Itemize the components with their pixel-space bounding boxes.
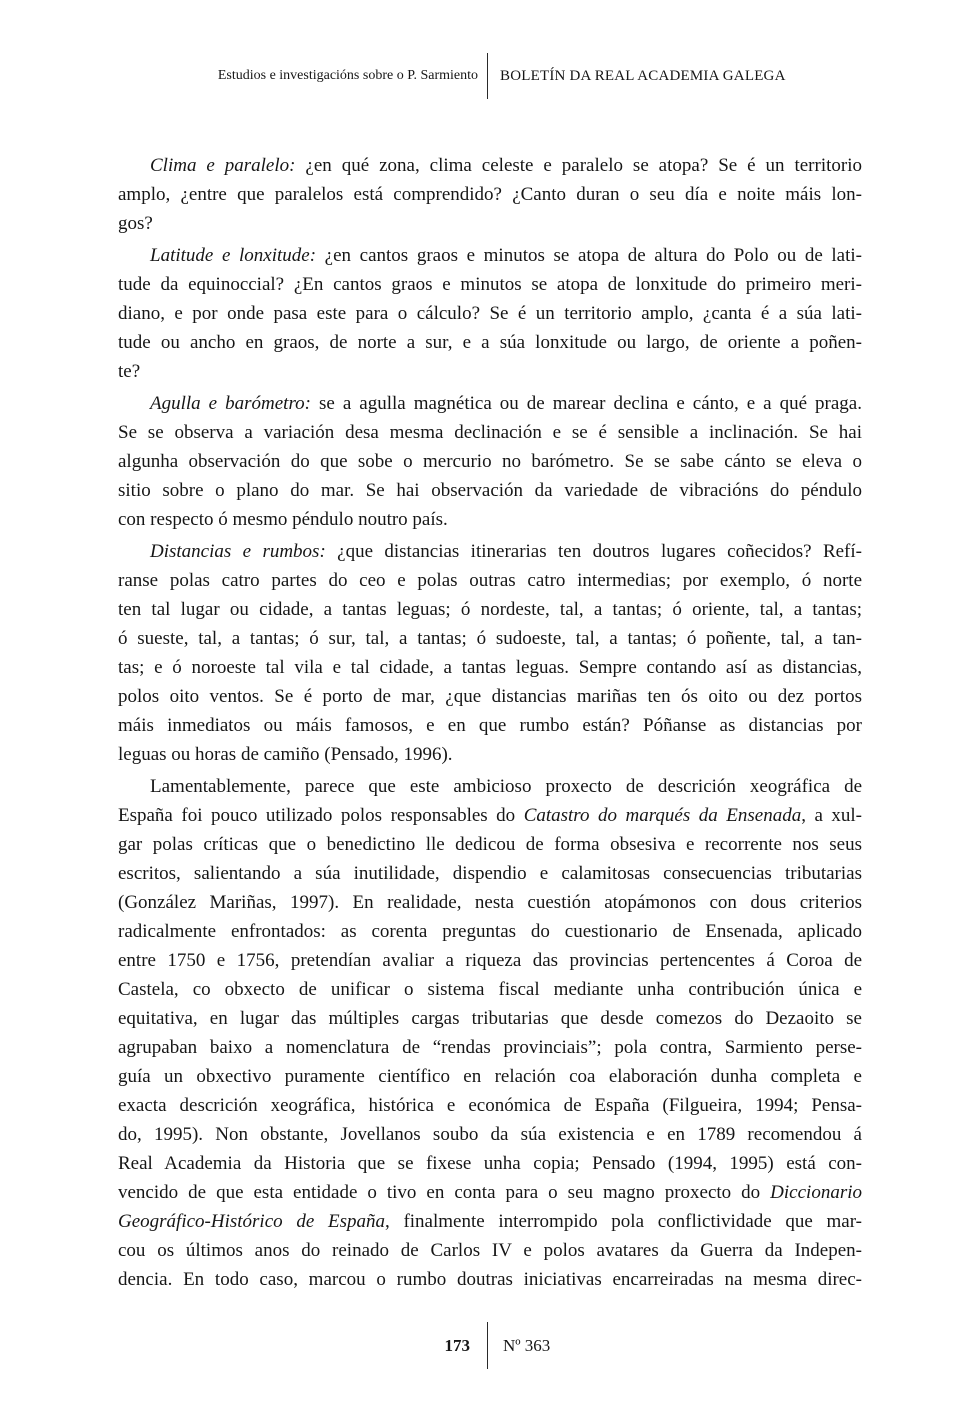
text-line: tude da equinoccial? ¿En cantos graos e minutos se atopa de lonxitude do primeiro meri- <box>118 274 862 295</box>
text-line: España foi pouco utilizado polos responsables do Catastro do marqués da Ensenada, a xul- <box>118 805 863 826</box>
text-line: ó sueste, tal, a tantas; ó sur, tal, a tantas; ó sudoeste, tal, a tantas; ó poñente, tal, a tan- <box>118 628 862 649</box>
text-line: escritos, salientando a súa inutilidade, dispendio e calamitosas consecuencias tributarias <box>118 863 862 884</box>
header-divider <box>487 53 488 99</box>
text-line: guía un obxectivo puramente científico en relación coa elaboración dunha completa e <box>118 1066 862 1087</box>
header-right-title: BOLETÍN DA REAL ACADEMIA GALEGA <box>500 67 786 84</box>
paragraph <box>118 537 862 769</box>
paragraph <box>118 772 862 1294</box>
footer-issue-number: Nº 363 <box>503 1335 551 1355</box>
text-line: Latitude e lonxitude: ¿en cantos graos e minutos se atopa de altura do Polo ou de lati- <box>150 245 862 266</box>
text-line: Agulla e barómetro: se a agulla magnética ou de marear declina e cánto, e a qué praga. <box>150 393 862 414</box>
text-line: te? <box>118 361 141 382</box>
text-line: Distancias e rumbos: ¿que distancias itinerarias ten doutros lugares coñecidos? Refí- <box>150 541 862 562</box>
text-line: amplo, ¿entre que paralelos está comprendido? ¿Canto duran o seu día e noite máis lon- <box>118 184 862 205</box>
text-line: gar polas críticas que o benedictino lle dedicou de forma obsesiva e recorrente nos seus <box>118 834 862 855</box>
footer-page-number: 173 <box>444 1335 470 1355</box>
text-line: equitativa, en lugar das múltiples cargas tributarias que desde comezos do Dezaoito se <box>118 1008 862 1029</box>
text-line: máis inmediatos ou máis famosos, e en que rumbo están? Póñanse as distancias por <box>118 715 862 736</box>
text-line: gos? <box>118 213 153 234</box>
text-line: algunha observación do que sobe o mercurio no barómetro. Se se sabe cánto se eleva o <box>118 451 862 472</box>
text-line: diano, e por onde pasa este para o cálculo? Se é un territorio amplo, ¿canta é a súa lati- <box>118 303 862 324</box>
footer-divider <box>487 1322 488 1369</box>
text-line: Se se observa a variación desa mesma declinación e se é sensible a inclinación. Se hai <box>118 422 862 443</box>
page-footer <box>0 1322 975 1369</box>
text-line: leguas ou horas de camiño (Pensado, 1996). <box>118 744 453 765</box>
paragraph <box>118 241 862 386</box>
text-line: polos oito ventos. Se é porto de mar, ¿que distancias mariñas ten ós oito ou dez portos <box>118 686 862 707</box>
text-line: cou os últimos anos do reinado de Carlos IV e polos avatares da Guerra da Indepen- <box>118 1240 862 1261</box>
paragraph <box>118 151 862 238</box>
text-line: Geográfico-Histórico de España, finalmente interrompido pola conflictividade que mar- <box>118 1211 863 1232</box>
text-line: tude ou ancho en graos, de norte a sur, e a súa lonxitude ou largo, de oriente a poñen- <box>118 332 862 353</box>
text-line: sitio sobre o plano do mar. Se hai observación da variedade de vibracións do péndulo <box>118 480 862 501</box>
text-line: entre 1750 e 1756, pretendían avaliar a riqueza das provincias pertencentes á Coroa de <box>118 950 862 971</box>
text-line: Real Academia da Historia que se fixese unha copia; Pensado (1994, 1995) está con- <box>118 1153 862 1174</box>
paragraph <box>118 389 862 534</box>
text-line: agrupaban baixo a nomenclatura de “rendas provinciais”; pola contra, Sarmiento perse- <box>118 1037 862 1058</box>
text-line: Clima e paralelo: ¿en qué zona, clima celeste e paralelo se atopa? Se é un territorio <box>150 155 862 176</box>
text-line: vencido de que esta entidade o tivo en conta para o seu magno proxecto do Diccionario <box>118 1182 862 1203</box>
text-line: exacta descrición xeográfica, histórica e económica de España (Filgueira, 1994; Pensa- <box>118 1095 862 1116</box>
page-header <box>0 53 975 99</box>
text-line: ranse polas catro partes do ceo e polas outras catro intermedias; por exemplo, ó norte <box>118 570 862 591</box>
text-line: Castela, co obxecto de unificar o sistema fiscal mediante unha contribución única e <box>118 979 862 1000</box>
text-line: radicalmente enfrontados: as corenta preguntas do cuestionario de Ensenada, aplicado <box>118 921 862 942</box>
body-text <box>118 151 862 1297</box>
text-line: do, 1995). Non obstante, Jovellanos soubo da súa existencia e en 1789 recomendou á <box>118 1124 862 1145</box>
text-line: dencia. En todo caso, marcou o rumbo doutras iniciativas encarreiradas na mesma direc- <box>118 1269 862 1290</box>
text-line: tas; e ó noroeste tal vila e tal cidade, a tantas leguas. Sempre contando así as distancias, <box>118 657 862 678</box>
text-line: con respecto ó mesmo péndulo noutro país. <box>118 509 448 530</box>
text-line: ten tal lugar ou cidade, a tantas leguas; ó nordeste, tal, a tantas; ó oriente, tal, a tantas; <box>118 599 862 620</box>
text-line: Lamentablemente, parece que este ambicioso proxecto de descrición xeográfica de <box>150 776 862 797</box>
header-left-title: Estudios e investigacións sobre o P. Sarmiento <box>217 68 478 83</box>
text-line: (González Mariñas, 1997). En realidade, nesta cuestión atopámonos con dous criterios <box>118 892 862 913</box>
